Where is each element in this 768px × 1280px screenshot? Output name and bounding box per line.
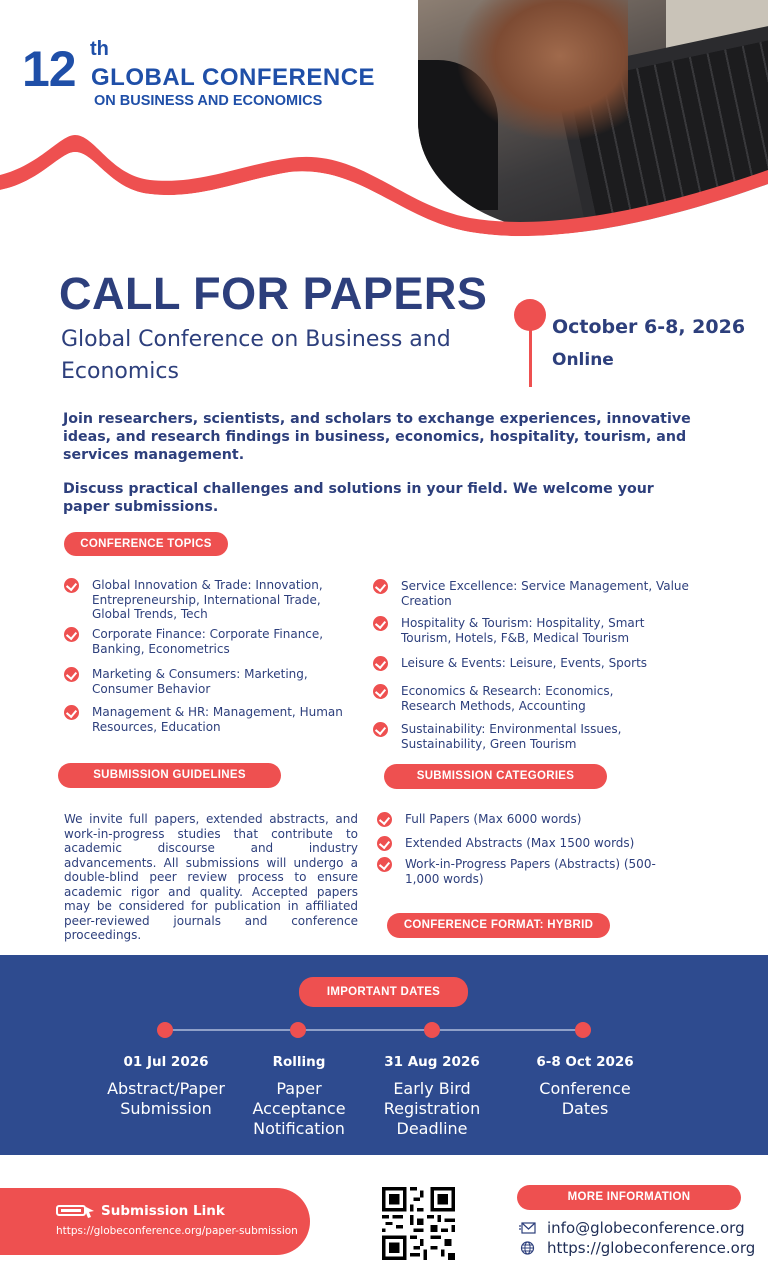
timeline-dot xyxy=(290,1022,306,1038)
decorative-waves xyxy=(0,120,768,240)
date-conference: 6-8 Oct 2026 xyxy=(536,1054,634,1070)
clasped-hands xyxy=(458,0,628,140)
date-early-bird: 31 Aug 2026 xyxy=(384,1054,480,1070)
timeline-line xyxy=(165,1029,583,1031)
list-item: Economics & Research: Economics, Research Methods, Accounting xyxy=(373,684,641,713)
logo-number: 12 xyxy=(22,41,76,97)
email-icon xyxy=(519,1221,536,1235)
submission-guidelines-heading: SUBMISSION GUIDELINES xyxy=(58,763,281,788)
check-icon xyxy=(377,857,392,872)
submission-categories-heading: SUBMISSION CATEGORIES xyxy=(384,764,607,789)
list-item: Extended Abstracts (Max 1500 words) xyxy=(377,836,675,851)
check-icon xyxy=(377,836,392,851)
conference-date: October 6-8, 2026 xyxy=(552,316,746,338)
intro-paragraph-2: Discuss practical challenges and solutions in your field. We welcome your paper submissions. xyxy=(63,481,654,515)
logo-title: GLOBAL CONFERENCE xyxy=(91,64,376,91)
conference-logo xyxy=(18,32,390,120)
check-icon xyxy=(64,667,79,682)
list-item: Service Excellence: Service Management, Value Creation xyxy=(373,579,701,608)
submission-link-title[interactable]: Submission Link xyxy=(101,1203,225,1219)
check-icon xyxy=(373,684,388,699)
timeline-dot xyxy=(575,1022,591,1038)
contact-website[interactable]: https://globeconference.org xyxy=(547,1239,756,1257)
conference-mode: Online xyxy=(552,350,614,370)
check-icon xyxy=(373,579,388,594)
list-item: Management & HR: Management, Human Resources, Education xyxy=(64,705,352,734)
important-dates-heading: IMPORTANT DATES xyxy=(299,977,468,1007)
logo-subtitle: ON BUSINESS AND ECONOMICS xyxy=(94,93,323,109)
submission-url[interactable]: https://globeconference.org/paper-submission xyxy=(56,1225,298,1237)
list-item: Sustainability: Environmental Issues, Sustainability, Green Tourism xyxy=(373,722,641,751)
submission-link-box[interactable] xyxy=(0,1188,310,1255)
timeline-dot xyxy=(424,1022,440,1038)
intro-paragraph-1: Join researchers, scientists, and scholars to exchange experiences, innovative ideas, and research findings in business, economics, hospitality, tourism, and services management. xyxy=(63,411,691,463)
check-icon xyxy=(373,616,388,631)
more-information-heading: MORE INFORMATION xyxy=(517,1185,741,1210)
check-icon xyxy=(64,705,79,720)
conference-subtitle: Global Conference on Business and Economics xyxy=(61,327,451,384)
globe-icon xyxy=(519,1241,536,1255)
list-item: Marketing & Consumers: Marketing, Consumer Behavior xyxy=(64,667,332,696)
list-item: Leisure & Events: Leisure, Events, Sports xyxy=(373,656,701,671)
list-item: Global Innovation & Trade: Innovation, Entrepreneurship, International Trade, Global Trends, Tech xyxy=(64,578,332,622)
date-marker-line xyxy=(529,320,532,387)
check-icon xyxy=(373,656,388,671)
conference-topics-heading: CONFERENCE TOPICS xyxy=(64,532,228,556)
check-icon xyxy=(64,578,79,593)
label-early-bird: Early Bird Registration Deadline xyxy=(383,1079,481,1138)
label-submission: Abstract/Paper Submission xyxy=(107,1079,225,1118)
conference-format-badge: CONFERENCE FORMAT: HYBRID xyxy=(387,913,610,938)
label-conference: Conference Dates xyxy=(539,1079,631,1118)
label-acceptance: Paper Acceptance Notification xyxy=(252,1079,346,1138)
page-title: CALL FOR PAPERS xyxy=(59,268,488,319)
list-item: Full Papers (Max 6000 words) xyxy=(377,812,675,827)
list-item: Work-in-Progress Papers (Abstracts) (500-1,000 words) xyxy=(377,857,667,886)
guidelines-text: We invite full papers, extended abstracts, and work-in-progress studies that contribute to academic discourse and industry advancements. All submissions will undergo a double-blind peer review process to ensure academic rigor and quality. Accepted papers may be considered for publication in affiliated peer-reviewed journals and conference proceedings. xyxy=(64,812,358,942)
check-icon xyxy=(377,812,392,827)
timeline-dot xyxy=(157,1022,173,1038)
check-icon xyxy=(64,627,79,642)
date-submission: 01 Jul 2026 xyxy=(123,1054,209,1070)
qr-code-icon xyxy=(382,1187,455,1260)
logo-superscript: th xyxy=(90,38,109,60)
list-item: Hospitality & Tourism: Hospitality, Smart Tourism, Hotels, F&B, Medical Tourism xyxy=(373,616,661,645)
date-acceptance: Rolling xyxy=(272,1054,326,1070)
list-item: Corporate Finance: Corporate Finance, Banking, Econometrics xyxy=(64,627,332,656)
contact-email[interactable]: info@globeconference.org xyxy=(547,1219,745,1237)
check-icon xyxy=(373,722,388,737)
link-icon xyxy=(56,1203,96,1219)
